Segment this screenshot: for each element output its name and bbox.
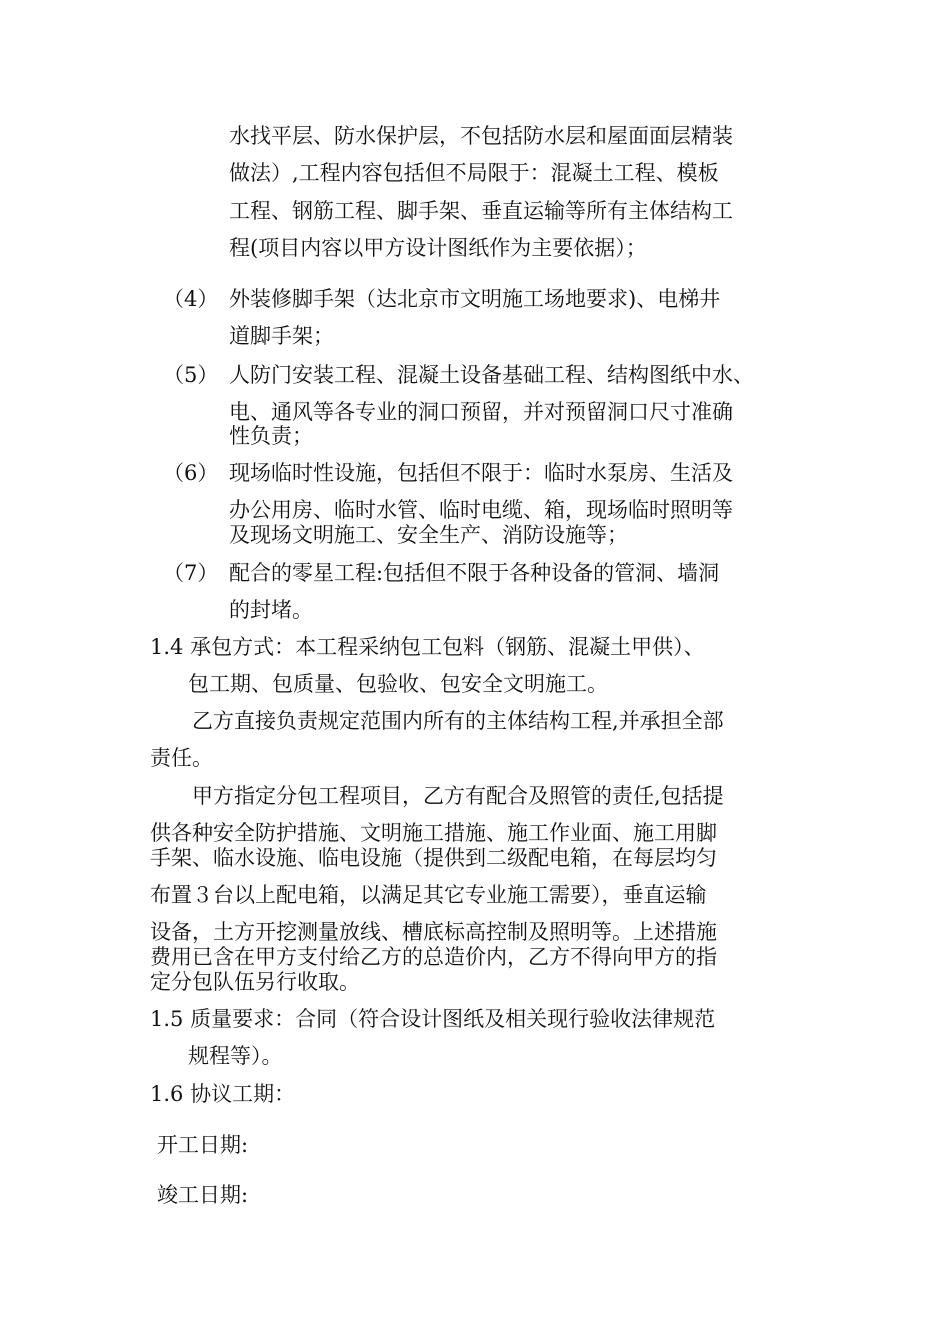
section-heading-1-4: 1.4 承包方式：本工程采纳包工包料（钢筋、混凝土甲供）、	[150, 635, 705, 659]
item-line: 道脚手架；	[229, 324, 334, 348]
continuation-line: 程(项目内容以甲方设计图纸作为主要依据）；	[229, 236, 647, 260]
paragraph-line: 供各种安全防护措施、文明施工措施、施工作业面、施工用脚	[150, 821, 717, 845]
item-line: 办公用房、临时水管、临时电缆、箱，现场临时照明等	[229, 498, 733, 522]
paragraph-line: 布置３台以上配电箱，以满足其它专业施工需要），垂直运输	[150, 883, 707, 907]
item-number: （7）	[163, 561, 219, 585]
item-number: （6）	[163, 461, 219, 485]
paragraph-line: 责任。	[150, 746, 213, 770]
item-line: 外装修脚手架（达北京市文明施工场地要求)、电梯井	[229, 287, 721, 311]
item-line: 的封堵。	[229, 598, 313, 622]
item-line: 现场临时性设施，包括但不限于：临时水泵房、生活及	[229, 461, 733, 485]
continuation-line: 做法）,工程内容包括但不局限于：混凝土工程、模板	[229, 161, 719, 185]
end-date-label: 竣工日期:	[157, 1183, 249, 1207]
item-line: 配合的零星工程:包括但不限于各种设备的管洞、墙洞	[229, 561, 720, 585]
continuation-line: 水找平层、防水保护层，不包括防水层和屋面面层精装	[229, 124, 733, 148]
paragraph-line: 费用已含在甲方支付给乙方的总造价内，乙方不得向甲方的指	[150, 945, 717, 969]
paragraph-line: 定分包队伍另行收取。	[150, 970, 360, 994]
paragraph-line: 乙方直接负责规定范围内所有的主体结构工程,并承担全部	[192, 709, 724, 733]
item-line: 人防门安装工程、混凝土设备基础工程、结构图纸中水、	[229, 363, 754, 387]
item-line: 及现场文明施工、安全生产、消防设施等；	[229, 523, 628, 547]
item-number: （4）	[163, 287, 219, 311]
section-heading-1-6: 1.6 协议工期：	[150, 1082, 296, 1106]
paragraph-line: 设备，土方开挖测量放线、槽底标高控制及照明等。上述措施	[150, 920, 717, 944]
item-line: 性负责；	[229, 424, 313, 448]
section-heading-1-5: 1.5 质量要求：合同（符合设计图纸及相关现行验收法律规范	[150, 1007, 716, 1031]
paragraph-line: 手架、临水设施、临电设施（提供到二级配电箱，在每层均匀	[150, 846, 717, 870]
item-number: （5）	[163, 363, 219, 387]
section-line: 包工期、包质量、包验收、包安全文明施工。	[188, 672, 608, 696]
item-line: 电、通风等各专业的洞口预留，并对预留洞口尺寸准确	[229, 400, 733, 424]
paragraph-line: 甲方指定分包工程项目，乙方有配合及照管的责任,包括提	[192, 784, 724, 808]
continuation-line: 工程、钢筋工程、脚手架、垂直运输等所有主体结构工	[229, 199, 733, 223]
start-date-label: 开工日期:	[157, 1133, 249, 1157]
section-line: 规程等）。	[188, 1044, 283, 1068]
